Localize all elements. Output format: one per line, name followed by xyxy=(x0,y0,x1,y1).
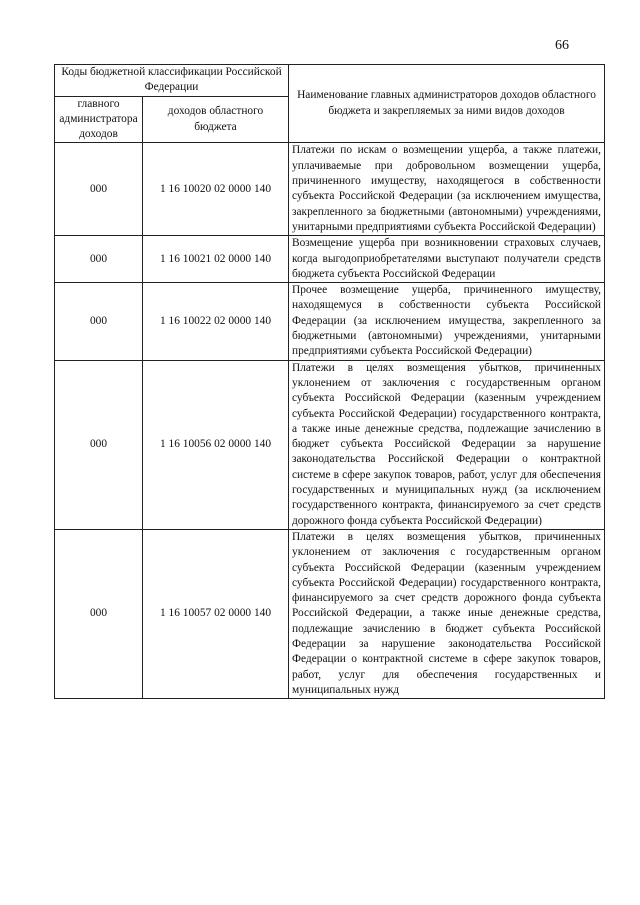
income-name-cell: Платежи в целях возмещения убытков, причиненных уклонением от заключения с государственным органом субъекта Российской Федерации (казенным учреждением субъекта Российской Федерации) государственного контракта, финансируемого за счет средств дорожного фонда субъекта Российской Федерации, а также иные денежные средства, подлежащие зачислению в бюджет субъекта Российской Федерации за нарушение законодательства Российской Федерации о контрактной системе в сфере закупок товаров, работ, услуг для обеспечения государственных и муниципальных нужд xyxy=(289,529,605,698)
income-name-cell: Платежи по искам о возмещении ущерба, а также платежи, уплачиваемые при добровольном возмещении ущерба, причиненного имуществу, находящегося в собственности субъекта Российской Федерации (за исключением имущества, закрепленного за бюджетными (автономными) учреждениями, унитарными предприятиями субъекта Российской Федерации) xyxy=(289,143,605,236)
income-name-cell: Платежи в целях возмещения убытков, причиненных уклонением от заключения с государственным органом субъекта Российской Федерации (казенным учреждением субъекта Российской Федерации) государственного контракта, а также иные денежные средства, подлежащие зачислению в бюджет субъекта Российской Федерации за нарушение законодательства Российской Федерации о контрактной системе в сфере закупок товаров, работ, услуг для обеспечения государственных и муниципальных нужд (за исключением государственного контракта, финансируемого за счет средств дорожного фонда субъекта Российской Федерации) xyxy=(289,360,605,529)
header-name: Наименование главных администраторов доходов областного бюджета и закрепляемых за ними видов доходов xyxy=(289,65,605,143)
admin-code-cell: 000 xyxy=(55,360,143,529)
table-row xyxy=(55,236,605,283)
admin-code-cell: 000 xyxy=(55,236,143,283)
header-admin: главного администратора доходов xyxy=(55,96,143,143)
income-name-cell: Прочее возмещение ущерба, причиненного имуществу, находящемуся в собственности субъекта Российской Федерации (за исключением имущества, закрепленного за бюджетными (автономными) учреждениями, унитарными предприятиями субъекта Российской Федерации) xyxy=(289,283,605,360)
admin-code-cell: 000 xyxy=(55,283,143,360)
header-income: доходов областного бюджета xyxy=(143,96,289,143)
income-code-cell: 1 16 10057 02 0000 140 xyxy=(143,529,289,698)
table-row xyxy=(55,529,605,698)
income-name-cell: Возмещение ущерба при возникновении страховых случаев, когда выгодоприобретателями выступают получатели средств бюджета субъекта Российской Федерации xyxy=(289,236,605,283)
table-row xyxy=(55,283,605,360)
income-code-cell: 1 16 10020 02 0000 140 xyxy=(143,143,289,236)
admin-code-cell: 000 xyxy=(55,529,143,698)
income-code-cell: 1 16 10022 02 0000 140 xyxy=(143,283,289,360)
budget-classification-table xyxy=(54,64,605,699)
table-row xyxy=(55,360,605,529)
table-row xyxy=(55,143,605,236)
admin-code-cell: 000 xyxy=(55,143,143,236)
income-code-cell: 1 16 10056 02 0000 140 xyxy=(143,360,289,529)
income-code-cell: 1 16 10021 02 0000 140 xyxy=(143,236,289,283)
page-number: 66 xyxy=(555,38,569,53)
header-codes-group: Коды бюджетной классификации Российской Федерации xyxy=(55,65,289,97)
